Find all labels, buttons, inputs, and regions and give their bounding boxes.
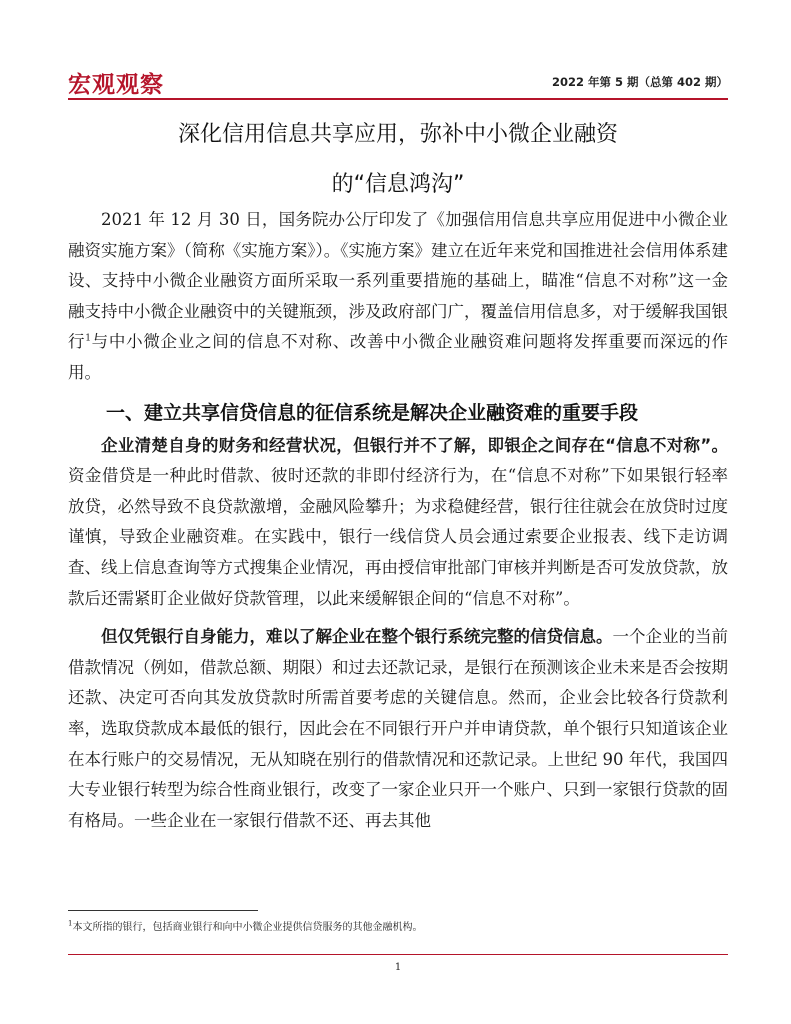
article-title-line1: 深化信用信息共享应用，弥补中小微企业融资 [177, 122, 618, 147]
footnote-mark: 1 [68, 919, 73, 928]
article-body [68, 205, 728, 836]
brand-title: 宏观观察 [68, 72, 164, 98]
footnote-text: 本文所指的银行，包括商业银行和向中小微企业提供信贷服务的其他金融机构。 [72, 922, 423, 933]
paragraph-2-lead: 但仅凭银行自身能力，难以了解企业在整个银行系统完整的信贷信息。 [101, 627, 613, 647]
paragraph-2 [68, 622, 728, 836]
footnote-ref[interactable]: 1 [85, 333, 91, 344]
intro-text-2: 与中小微企业之间的信息不对称、改善中小微企业融资难问题将发挥重要而深远的作用。 [68, 332, 729, 382]
section-heading: 一、建立共享信贷信息的征信系统是解决企业融资难的重要手段 [106, 401, 639, 424]
paragraph-1-lead: 企业清楚自身的财务和经营状况，但银行并不了解，即银企之间存在“信息不对称”。 [101, 435, 728, 455]
footnote-divider [68, 910, 258, 911]
page-header [68, 62, 728, 98]
footer-divider [68, 954, 728, 955]
page-number: 1 [394, 962, 402, 973]
intro-text-1: 2021 年 12 月 30 日，国务院办公厅印发了《加强信用信息共享应用促进中小微企业融资实施方案》（简称《实施方案》）。《实施方案》建立在近年来党和国推进社会信用体系建设、支持中小微企业融资方面所采取一系列重要措施的基础上，瞄准“信息不对称”这一金融支持中小微企业融资中的关键瓶颈，涉及政府部门广，覆盖信用信息多，对于缓解我国银行 [68, 210, 728, 352]
header-divider [68, 98, 728, 100]
intro-paragraph [68, 205, 728, 389]
paragraph-2-body: 一个企业的当前借款情况（例如，借款总额、期限）和过去还款记录，是银行在预测该企业未来是否会按期还款、决定可否向其发放贷款时所需首要考虑的关键信息。然而，企业会比较各行贷款利率，选取贷款成本最低的银行，因此会在不同银行开户并申请贷款，单个银行只知道该企业在本行账户的交易情况，无从知晓在别行的借款情况和还款记录。上世纪 90 年代，我国四大专业银行转型为综合性商业银行，改变了一家企业只开一个账户、只到一家银行贷款的固有格局。一些企业在一家银行借款不还、再去其他 [68, 627, 728, 830]
paragraph-1-body: 资金借贷是一种此时借款、彼时还款的非即付经济行为，在“信息不对称”下如果银行轻率放贷，必然导致不良贷款激增，金融风险攀升；为求稳健经营，银行往往就会在放贷时过度谨慎，导致企业融资难。在实践中，银行一线信贷人员会通过索要企业报表、线下走访调查、线上信息查询等方式搜集企业情况，再由授信审批部门审核并判断是否可发放贷款，放款后还需紧盯企业做好贷款管理，以此来缓解银企间的“信息不对称”。 [68, 466, 728, 608]
issue-number: 2022 年第 5 期（总第 402 期） [551, 75, 728, 89]
article-title-line2: 的“信息鸿沟” [331, 172, 465, 197]
paragraph-1 [68, 431, 728, 615]
footnote [68, 918, 728, 933]
